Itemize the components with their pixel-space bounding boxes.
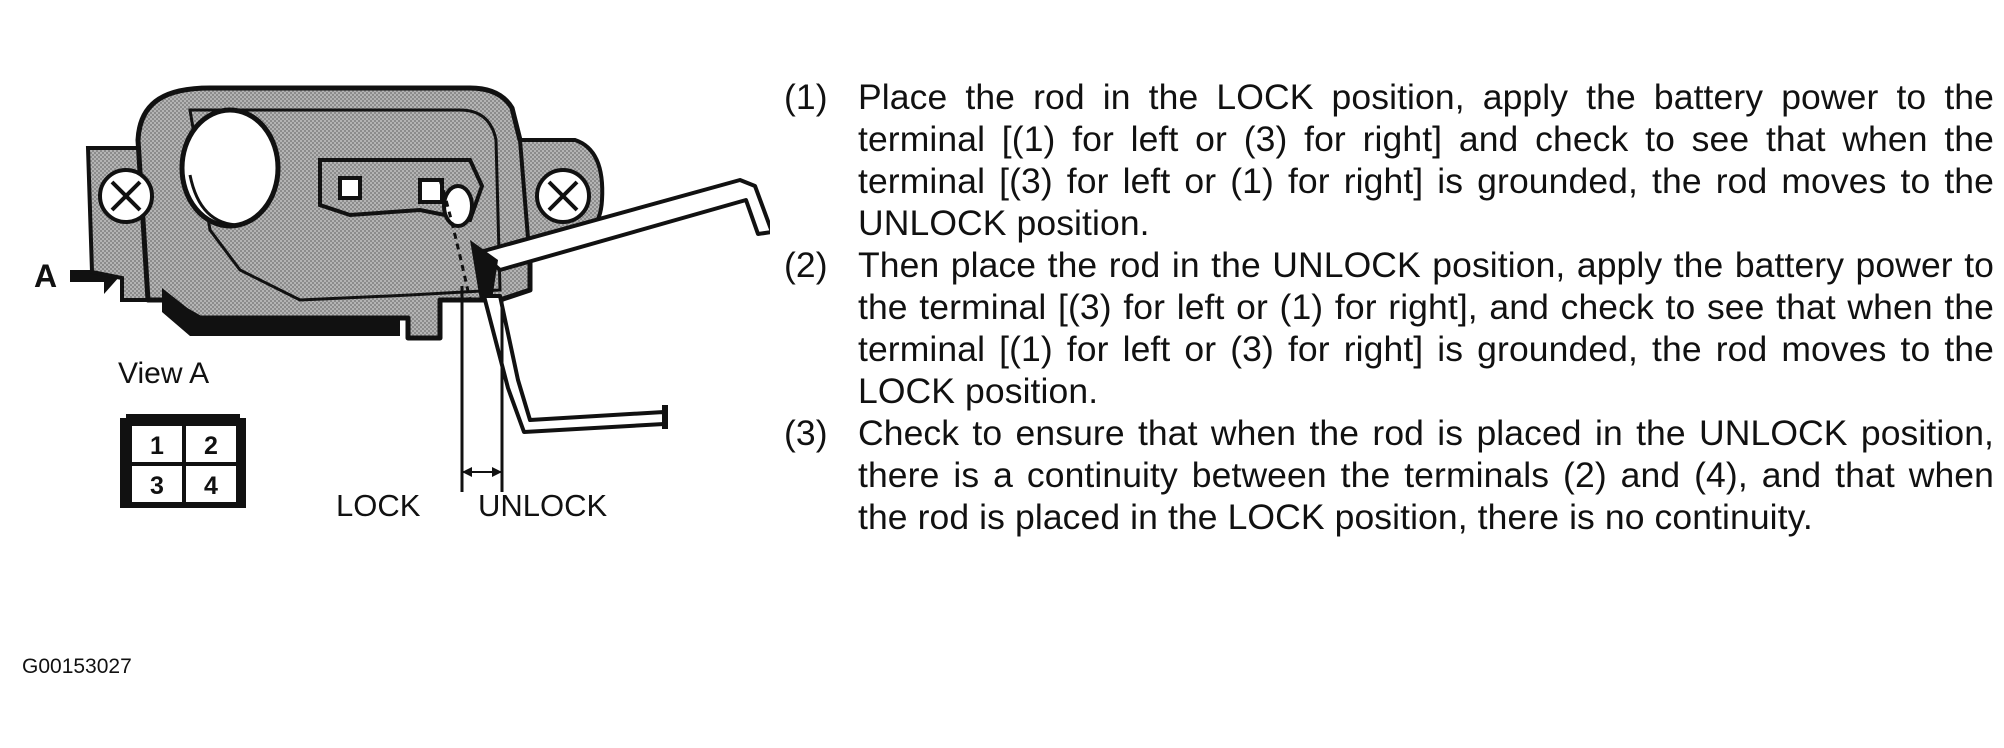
step-text: Then place the rod in the UNLOCK position, apply the battery power to the terminal [(3) for left or (1) for right], and check to see that when the terminal [(1) for left or (3) for right] is grounded, the rod moves to the LOCK position. <box>858 245 1994 411</box>
unlock-label: UNLOCK <box>478 488 608 523</box>
motor-cylinder <box>182 110 278 226</box>
right-screw-icon <box>537 170 589 222</box>
step-text: Place the rod in the LOCK position, apply the battery power to the terminal [(1) for left or (3) for right] and check to see that when the terminal [(3) for left or (1) for right] is grounded, the rod moves to the UNLOCK position. <box>858 77 1994 243</box>
door-lock-motor-diagram <box>30 60 770 580</box>
terminal-3-label: 3 <box>150 472 164 500</box>
terminal-4-label: 4 <box>204 472 218 500</box>
terminal-1-label: 1 <box>150 432 164 460</box>
lock-label: LOCK <box>336 488 421 523</box>
step-text: Check to ensure that when the rod is placed in the UNLOCK position, there is a continuity between the terminals (2) and (4), and that when the rod is placed in the LOCK position, there is no continuity. <box>858 413 1994 537</box>
step-3 <box>784 412 1994 538</box>
figure-id: G00153027 <box>22 655 132 678</box>
terminal-2-label: 2 <box>204 432 218 460</box>
view-arrow-label: A <box>34 258 58 294</box>
left-screw-icon <box>100 170 152 222</box>
step-number: (3) <box>784 413 828 453</box>
step-1 <box>784 76 1994 244</box>
step-number: (2) <box>784 245 828 285</box>
step-2 <box>784 244 1994 412</box>
step-number: (1) <box>784 77 828 117</box>
view-a-connector <box>120 414 246 508</box>
view-a-label: View A <box>118 357 210 390</box>
inspection-steps <box>784 76 1994 538</box>
